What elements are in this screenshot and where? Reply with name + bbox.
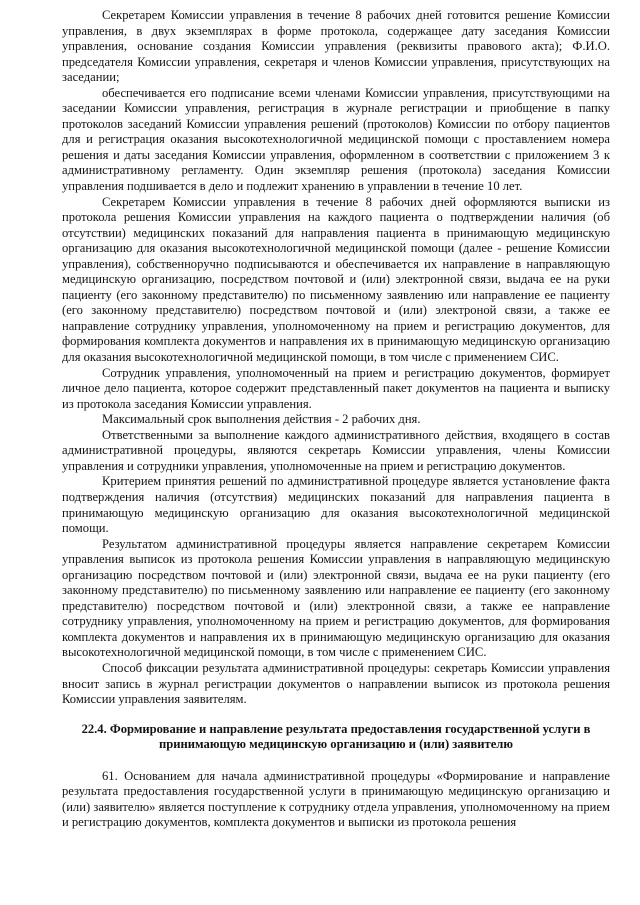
section-heading-line-1: 22.4. Формирование и направление результата предоставления государственной услуги в [81,721,591,736]
document-page [62,8,610,831]
section-heading [62,722,610,753]
paragraph-responsible: Ответственными за выполнение каждого административного действия, входящего в состав административной процедуры, являются секретарь Комиссии управления, члены Комиссии управления и сотрудники управления, уполномоченные на прием и регистрацию документов. [62,427,610,473]
paragraph-fixation: Способ фиксации результата административной процедуры: секретарь Комиссии управления вносит запись в журнал регистрации документов о направлении выписок из протокола решения Комиссии управления заявителям. [62,660,610,707]
paragraph-criteria: Критерием принятия решений по административной процедуре является установление факта подтверждения наличия (отсутствия) медицинских показаний для направления пациента в принимающую медицинскую организацию для оказания высокотехнологичной медицинской помощи. [62,474,610,536]
paragraph-61: 61. Основанием для начала административной процедуры «Формирование и направление результата предоставления государственной услуги в принимающую медицинскую организацию и (или) заявителю» является поступление к сотруднику отдела управления, уполномоченному на прием и регистрацию документов, комплекта документов и выписки из протокола решения [62,768,610,830]
paragraph-max-term: Максимальный срок выполнения действия - 2 рабочих дня. [102,412,421,427]
paragraph-personal-file: Сотрудник управления, уполномоченный на прием и регистрацию документов, формирует личное дело пациента, которое содержит представленный пакет документов на пациента и выписку из протокола заседания Комиссии управления. [62,365,610,411]
section-heading-line-2: принимающую медицинскую организацию и (или) заявителю [159,737,513,752]
paragraph-extracts: Секретарем Комиссии управления в течение 8 рабочих дней оформляются выписки из протокола решения Комиссии управления на каждого пациента о подтверждении наличия (об отсутствии) медицинских показаний для направления пациента в принимающую медицинскую организацию для оказания высокотехнологичной медицинской помощи (далее - решение Комиссии управления), собственноручно подписываются и обеспечивается их направление в направляющую медицинскую организацию, посредством почтовой и (или) электронной связи, выдача ее на руки пациенту (его законному представителю) по письменному заявлению или направление ее пациенту (его законному представителю) посредством почтовой и (или) электроной связи, а также ее направление сотруднику управления, уполномоченному на прием и регистрацию документов, для формирования комплекта документов и направления их в принимающую медицинскую организацию для оказания высокотехнологичной медицинской помощи, в том числе с применением СИС. [62,194,610,365]
paragraph-signing-registration: обеспечивается его подписание всеми членами Комиссии управления, присутствующими на заседании Комиссии управления, регистрация в журнале регистрации и приобщение в папку протоколов заседаний Комиссии управления решений (протоколов) Комиссии по отбору пациентов для и регистрация оказания высокотехнологичной медицинской помощи с проставлением номера решения и даты заседания Комиссии управления, оформленном в соответствии с приложением 3 к административному регламенту. Один экземпляр решения (протокола) заседания Комиссии управления подшивается в дело и подлежит хранению в управлении в течение 10 лет. [62,85,610,194]
paragraph-secretary-decision: Секретарем Комиссии управления в течение 8 рабочих дней готовится решение Комиссии управления, в двух экземплярах в форме протокола, содержащее дату заседания Комиссии управления, основание создания Комиссии управления (реквизиты правового акта); Ф.И.О. председателя Комиссии управления, секретаря и членов Комиссии управления, присутствующих на заседании; [62,8,610,85]
paragraph-result: Результатом административной процедуры является направление секретарем Комиссии управления выписок из протокола решения Комиссии управления в направляющую медицинскую организацию посредством почтовой и (или) электронной связи, выдача ее на руки пациенту (его законному представителю) по письменному заявлению или направление ее пациенту (его законному представителю) посредством почтовой и (или) электронной связи, а также ее направление сотруднику управления, уполномоченному на прием и регистрацию документов, для формирования комплекта документов и направления их в принимающую медицинскую организацию для оказания высокотехнологичной медицинской помощи, в том числе с применением СИС. [62,536,610,660]
